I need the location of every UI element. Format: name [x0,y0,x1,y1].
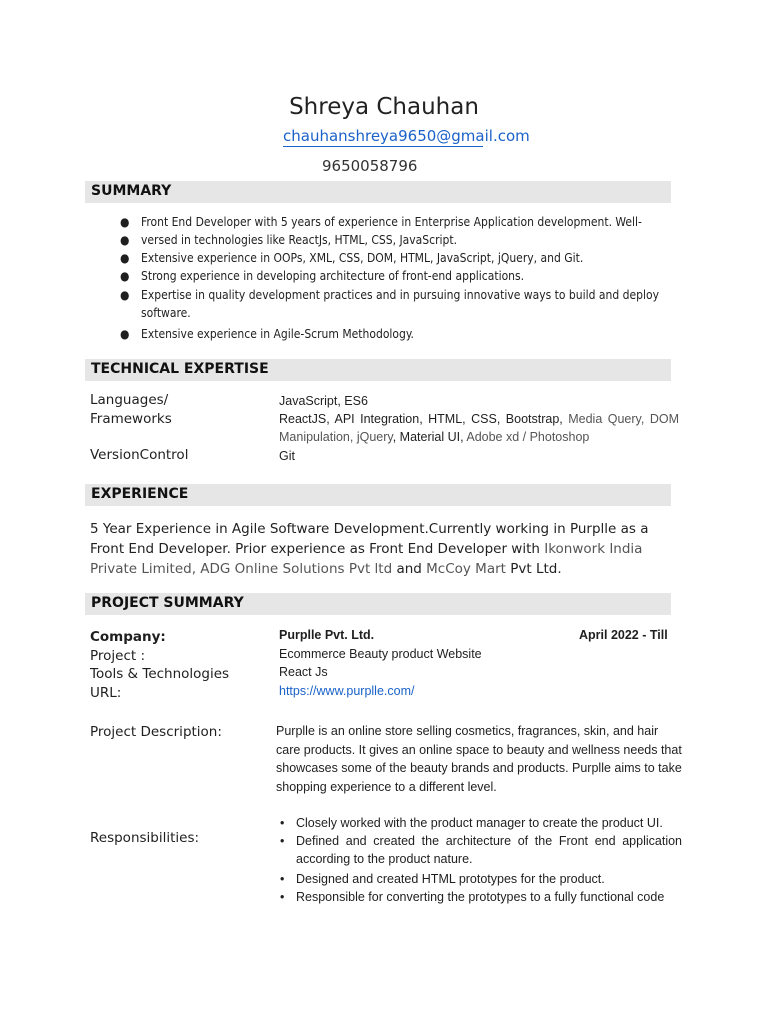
bullet-icon: • [280,890,285,904]
project-date: April 2022 - Till [579,628,668,642]
phone-number: 9650058796 [322,157,418,175]
frameworks-value: ReactJS, API Integration, HTML, CSS, Bootstrap, Media Query, DOM Manipulation, jQuery, Material UI, Adobe xd / Photoshop [279,412,679,444]
company-label: Company: [90,629,166,645]
candidate-name: Shreya Chauhan [289,94,479,120]
version-control-value: Git [279,449,295,463]
bullet-icon: • [280,872,285,886]
bullet-icon: ● [120,269,130,283]
description-label: Project Description: [90,724,222,740]
tools-label: Tools & Technologies [90,666,230,682]
project-description: Purplle is an online store selling cosmetics, fragrances, skin, and hair care products. It gives an online space to beauty and wellness needs that showcases some of the beauty brands and products. Purplle aims to take shopping experience to a different level. [276,724,682,794]
bullet-icon: ● [120,233,130,247]
languages-label: Languages/ [90,392,169,408]
version-control-label: VersionControl [90,447,189,463]
project-label: Project : [90,648,146,664]
languages-value: JavaScript, ES6 [279,394,368,408]
technical-title: TECHNICAL EXPERTISE [91,361,269,377]
bullet-icon: ● [120,215,130,229]
experience-section-header [85,484,671,506]
email-link[interactable]: chauhanshreya9650@gmail.com [283,127,530,145]
project-title: PROJECT SUMMARY [91,595,244,611]
experience-title: EXPERIENCE [91,486,189,502]
experience-text: 5 Year Experience in Agile Software Development.Currently working in Purplle as a Front End Developer. Prior experience as Front End Developer with Ikonwork India Private Limited, ADG Online Solutions Pvt ltd and McCoy Mart Pvt Ltd. [90,521,649,577]
project-url-link[interactable]: https://www.purplle.com/ [279,684,415,698]
bullet-icon: • [280,834,285,848]
responsibilities-label: Responsibilities: [90,830,200,846]
bullet-icon: ● [120,327,130,341]
bullet-icon: ● [120,288,130,302]
bullet-icon: ● [120,251,130,265]
company-value: Purplle Pvt. Ltd. [279,628,375,642]
summary-title: SUMMARY [91,183,172,199]
url-label: URL: [90,685,122,701]
project-value: Ecommerce Beauty product Website [279,647,482,661]
summary-section-header [85,181,671,203]
project-section-header [85,593,671,615]
tools-value: React Js [279,665,328,679]
bullet-icon: • [280,816,285,830]
frameworks-label: Frameworks [90,411,172,427]
technical-section-header [85,359,671,381]
